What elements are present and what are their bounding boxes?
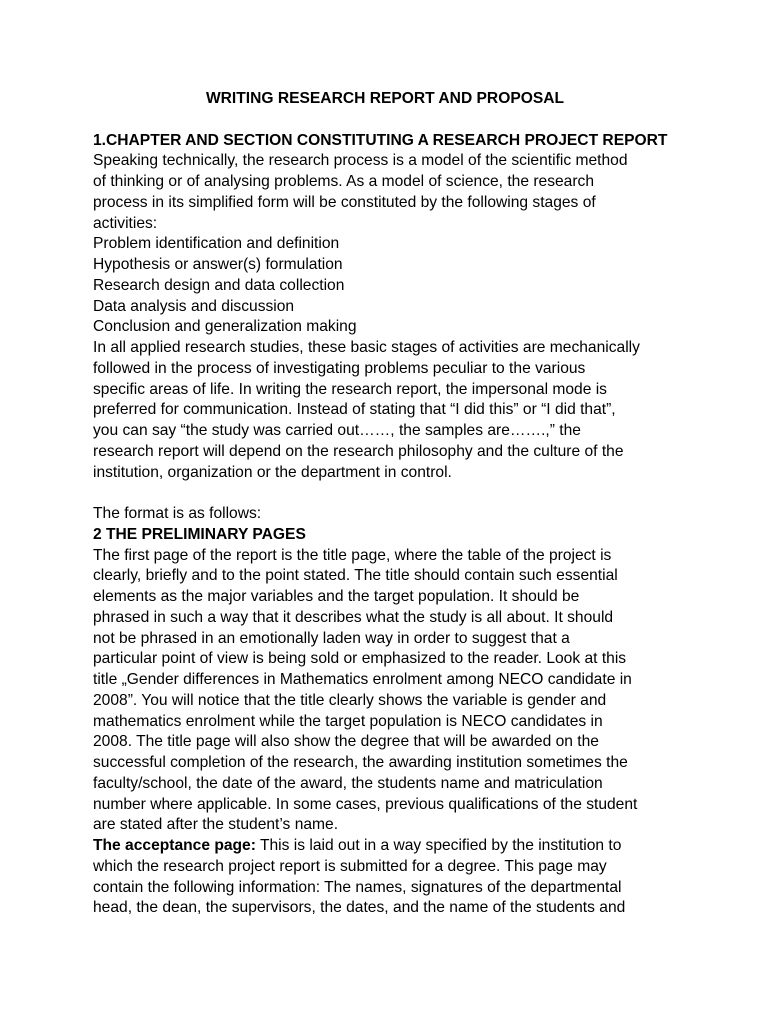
- section-2-heading: 2 THE PRELIMINARY PAGES: [93, 525, 306, 543]
- blank-line: [93, 483, 683, 504]
- body-line: followed in the process of investigating problems peculiar to the various: [93, 359, 586, 377]
- body-line: preferred for communication. Instead of stating that “I did this” or “I did that”,: [93, 401, 616, 419]
- body-line: The first page of the report is the title page, where the table of the project is: [93, 546, 612, 564]
- research-stages-list: [93, 234, 683, 338]
- body-line: mathematics enrolment while the target population is NECO candidates in: [93, 712, 603, 730]
- blank-line: [93, 110, 683, 131]
- body-line: number where applicable. In some cases, previous qualifications of the student: [93, 795, 638, 813]
- intro-line: Speaking technically, the research process is a model of the scientific method: [93, 152, 628, 170]
- body-line: you can say “the study was carried out……, the samples are…….,” the: [93, 422, 581, 439]
- stage-item: Research design and data collection: [93, 276, 345, 294]
- body-line: institution, organization or the department in control.: [93, 463, 452, 481]
- intro-line: activities:: [93, 214, 158, 232]
- section-1-heading: 1.CHAPTER AND SECTION CONSTITUTING A RESEARCH PROJECT REPORT: [93, 131, 668, 149]
- stage-item: Hypothesis or answer(s) formulation: [93, 256, 343, 273]
- stage-item: Conclusion and generalization making: [93, 318, 357, 336]
- body-line: research report will depend on the research philosophy and the culture of the: [93, 442, 624, 460]
- section-1-body: [93, 338, 683, 483]
- body-line: clearly, briefly and to the point stated. The title should contain such essential: [93, 567, 618, 585]
- body-line: contain the following information: The names, signatures of the departmental: [93, 878, 622, 896]
- stage-item: Problem identification and definition: [93, 235, 340, 253]
- format-line: The format is as follows:: [93, 505, 262, 522]
- body-line: In all applied research studies, these basic stages of activities are mechanically: [93, 339, 640, 356]
- intro-line: process in its simplified form will be constituted by the following stages of: [93, 193, 596, 211]
- document-content: [93, 89, 683, 919]
- stage-item: Data analysis and discussion: [93, 297, 295, 315]
- intro-line: of thinking or of analysing problems. As a model of science, the research: [93, 173, 595, 190]
- acceptance-first-line: [93, 836, 683, 857]
- body-line: head, the dean, the supervisors, the dates, and the name of the students and: [93, 899, 626, 917]
- body-line: faculty/school, the date of the award, the students name and matriculation: [93, 774, 603, 792]
- body-line: 2008”. You will notice that the title clearly shows the variable is gender and: [93, 691, 607, 709]
- acceptance-page-label: The acceptance page:: [93, 837, 256, 854]
- section-2-body: [93, 546, 683, 837]
- document-title: WRITING RESEARCH REPORT AND PROPOSAL: [205, 90, 565, 107]
- section-1-intro: [93, 151, 683, 234]
- body-line: specific areas of life. In writing the research report, the impersonal mode is: [93, 380, 607, 398]
- acceptance-page-paragraph: [93, 836, 683, 919]
- body-line: not be phrased in an emotionally laden way in order to suggest that a: [93, 629, 570, 647]
- body-line: successful completion of the research, the awarding institution sometimes the: [93, 754, 628, 771]
- body-line: phrased in such a way that it describes what the study is all about. It should: [93, 608, 614, 626]
- body-line: elements as the major variables and the target population. It should be: [93, 588, 580, 605]
- body-line: are stated after the student’s name.: [93, 816, 339, 834]
- acceptance-first-line-text: This is laid out in a way specified by the institution to: [255, 837, 622, 854]
- body-line: 2008. The title page will also show the degree that will be awarded on the: [93, 733, 599, 751]
- body-line: which the research project report is submitted for a degree. This page may: [93, 857, 607, 875]
- body-line: particular point of view is being sold or emphasized to the reader. Look at this: [93, 650, 627, 668]
- body-line: title „Gender differences in Mathematics enrolment among NECO candidate in: [93, 671, 632, 688]
